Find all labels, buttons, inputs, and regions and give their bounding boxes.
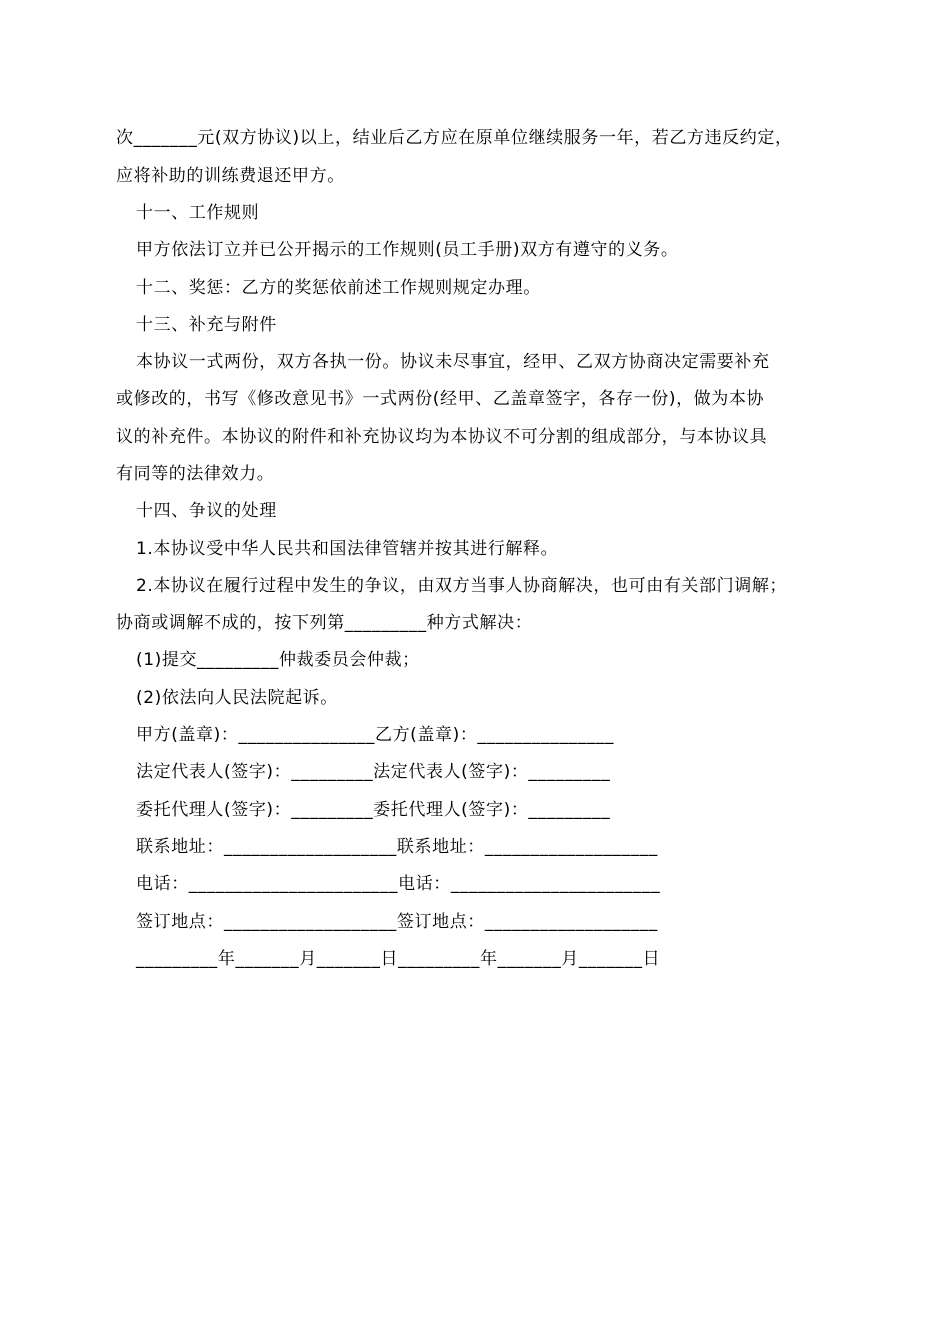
signature-field: 甲方(盖章)：_______________乙方(盖章)：_______________ (136, 725, 614, 745)
signature-field: 电话：_______________________电话：_______________________ (136, 874, 661, 894)
text-line: 或修改的，书写《修改意见书》一式两份(经甲、乙盖章签字，各存一份)，做为本协 (116, 389, 765, 409)
text-line: 协商或调解不成的，按下列第_________种方式解决： (116, 613, 533, 633)
section-heading: 十一、工作规则 (136, 203, 260, 223)
text-line: (1)提交_________仲裁委员会仲裁； (136, 650, 420, 670)
section-heading: 十二、奖惩：乙方的奖惩依前述工作规则规定办理。 (136, 278, 541, 298)
text-line: 应将补助的训练费退还甲方。 (116, 166, 345, 186)
signature-field: 委托代理人(签字)：_________委托代理人(签字)：_________ (136, 800, 611, 820)
section-heading: 十三、补充与附件 (136, 315, 277, 335)
section-heading: 十四、争议的处理 (136, 501, 277, 521)
text-line: (2)依法向人民法院起诉。 (136, 688, 338, 708)
text-line: 本协议一式两份，双方各执一份。协议未尽事宜，经甲、乙双方协商决定需要补充 (136, 352, 770, 372)
date-field: _________年_______月_______日_________年_______月_______日 (136, 949, 661, 969)
text-line: 次_______元(双方协议)以上，结业后乙方应在原单位继续服务一年，若乙方违反约定， (116, 128, 793, 148)
signature-field: 联系地址：___________________联系地址：___________________ (136, 837, 658, 857)
signature-field: 签订地点：___________________签订地点：___________________ (136, 912, 658, 932)
text-line: 2.本协议在履行过程中发生的争议，由双方当事人协商解决，也可由有关部门调解； (136, 576, 788, 596)
text-line: 议的补充件。本协议的附件和补充协议均为本协议不可分割的组成部分，与本协议具 (116, 427, 768, 447)
text-line: 有同等的法律效力。 (116, 464, 275, 484)
text-line: 甲方依法订立并已公开揭示的工作规则(员工手册)双方有遵守的义务。 (136, 240, 679, 260)
signature-field: 法定代表人(签字)：_________法定代表人(签字)：_________ (136, 762, 611, 782)
text-line: 1.本协议受中华人民共和国法律管辖并按其进行解释。 (136, 539, 559, 559)
